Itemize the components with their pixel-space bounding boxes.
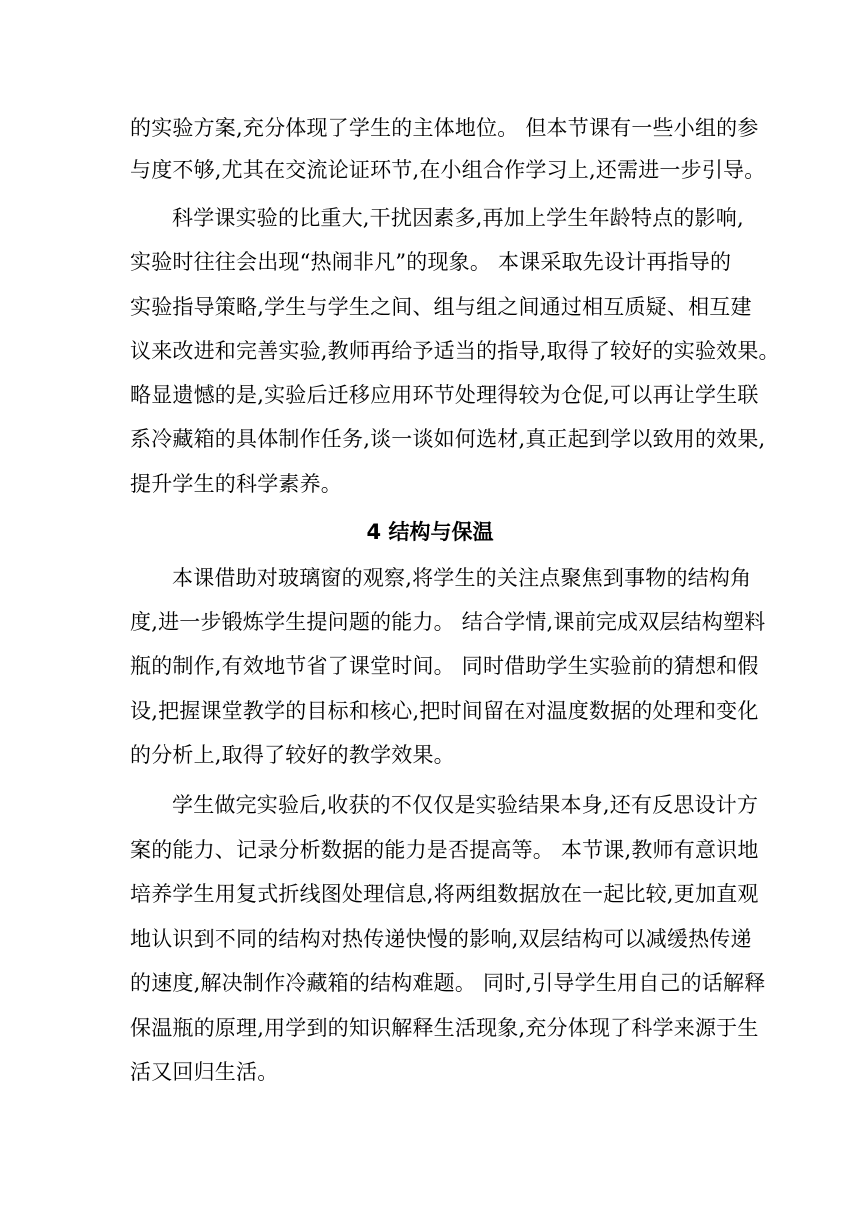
text-line: 的速度,解决制作冷藏箱的结构难题。 同时,引导学生用自己的话解释 [130, 971, 766, 995]
text-line: 学生做完实验后,收获的不仅仅是实验结果本身,还有反思设计方 [172, 793, 759, 817]
text-line: 培养学生用复式折线图处理信息,将两组数据放在一起比较,更加直观 [130, 882, 759, 906]
text-line: 系冷藏箱的具体制作任务,谈一谈如何选材,真正起到学以致用的效果, [130, 427, 766, 451]
text-line: 的分析上,取得了较好的教学效果。 [130, 743, 455, 767]
text-line: 活又回归生活。 [130, 1060, 279, 1084]
text-line: 提升学生的科学素养。 [130, 472, 342, 496]
section-heading: 4 结构与保温 [366, 520, 494, 544]
text-line: 地认识到不同的结构对热传递快慢的影响,双层结构可以减缓热传递 [130, 927, 752, 951]
text-line: 保温瓶的原理,用学到的知识解释生活现象,充分体现了科学来源于生 [130, 1016, 759, 1040]
text-line: 的实验方案,充分体现了学生的主体地位。 但本节课有一些小组的参 [130, 116, 759, 140]
text-line: 实验时往往会出现“热闹非凡”的现象。 本课采取先设计再指导的 [130, 250, 732, 274]
text-line: 设,把握课堂教学的目标和核心,把时间留在对温度数据的处理和变化 [130, 699, 759, 723]
text-line: 略显遗憾的是,实验后迁移应用环节处理得较为仓促,可以再让学生联 [130, 383, 759, 407]
text-line: 瓶的制作,有效地节省了课堂时间。 同时借助学生实验前的猜想和假 [130, 654, 759, 678]
text-line: 与度不够,尤其在交流论证环节,在小组合作学习上,还需进一步引导。 [130, 158, 766, 182]
text-line: 度,进一步锻炼学生提问题的能力。 结合学情,课前完成双层结构塑料 [130, 610, 766, 634]
text-line: 实验指导策略,学生与学生之间、组与组之间通过相互质疑、相互建 [130, 295, 752, 319]
text-line: 本课借助对玻璃窗的观察,将学生的关注点聚焦到事物的结构角 [172, 566, 752, 590]
text-line: 议来改进和完善实验,教师再给予适当的指导,取得了较好的实验效果。 [130, 339, 780, 363]
text-line: 科学课实验的比重大,干扰因素多,再加上学生年龄特点的影响, [172, 206, 744, 230]
text-line: 案的能力、记录分析数据的能力是否提高等。 本节课,教师有意识地 [130, 838, 759, 862]
